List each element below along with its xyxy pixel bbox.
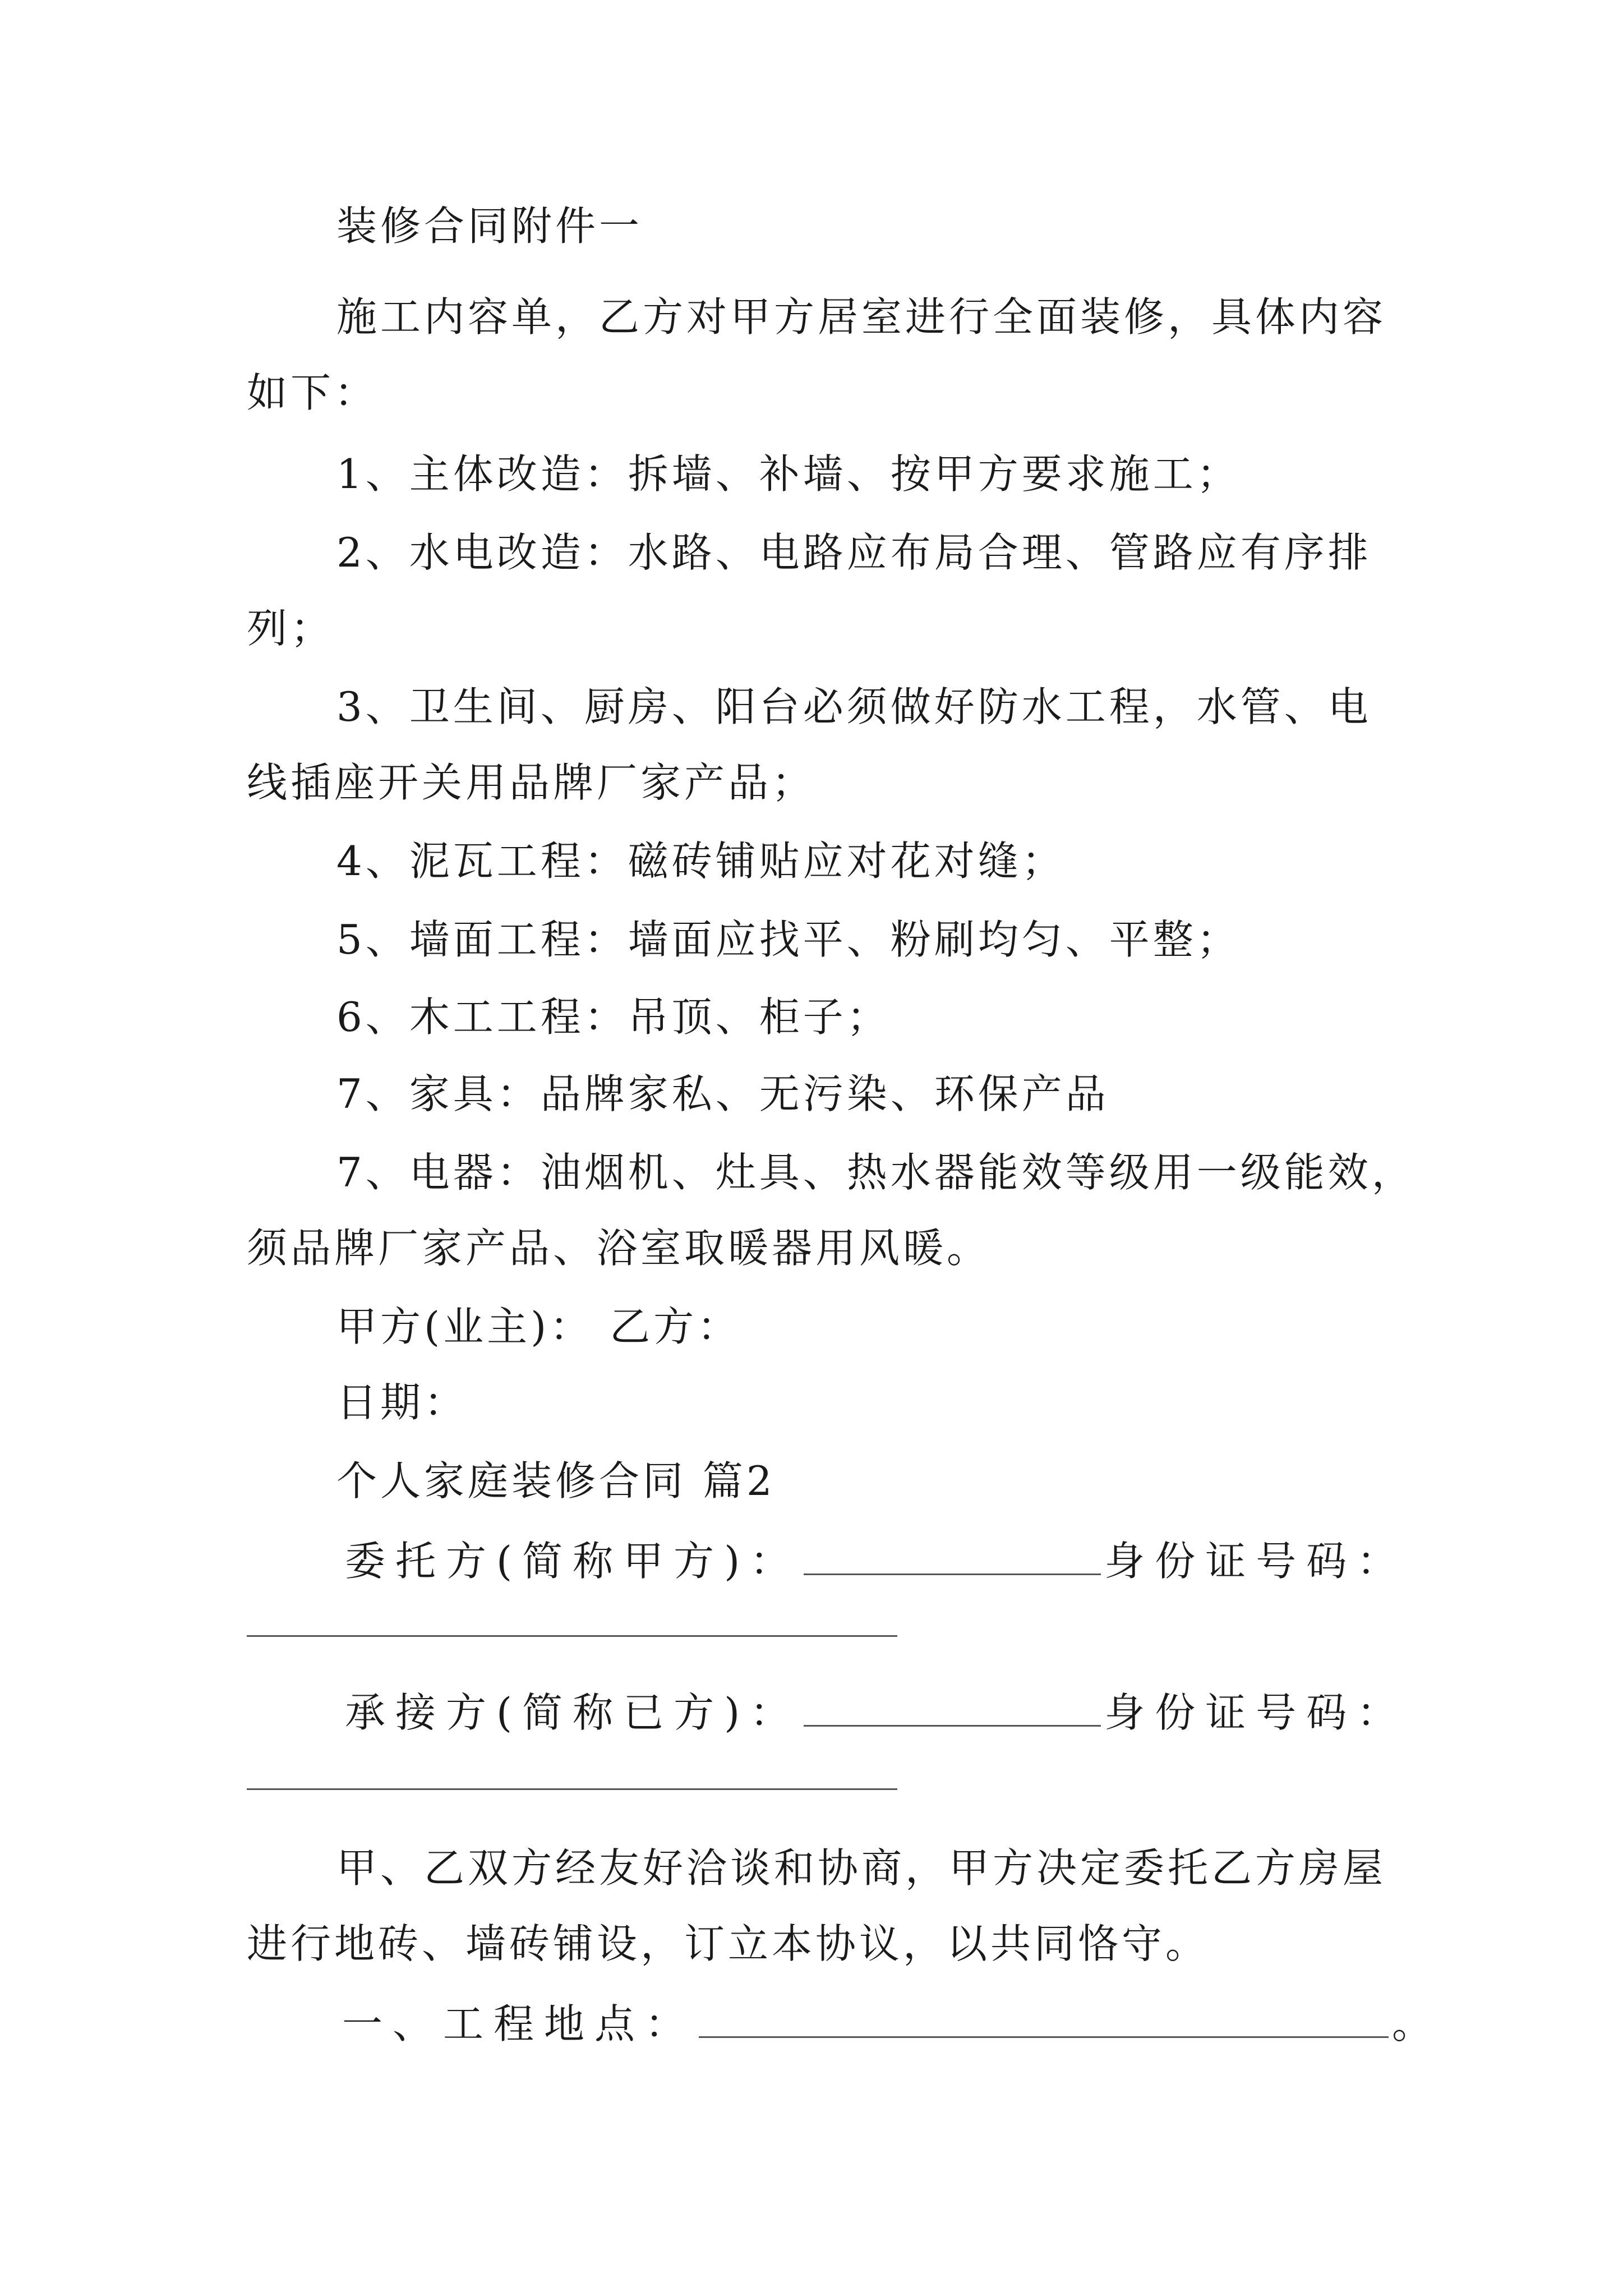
- signature-parties: 甲方(业主)： 乙方：: [336, 1303, 741, 1350]
- client-id-blank: [247, 1635, 897, 1637]
- item-appliances: 7、电器：油烟机、灶具、热水器能效等级用一级能效，: [336, 1149, 1415, 1196]
- item-appliances-cont: 须品牌厂家产品、浴室取暖器用风暖。: [247, 1225, 991, 1272]
- section-heading-contract-2: 个人家庭装修合同 篇2: [336, 1457, 776, 1504]
- contractor-label: 承接方(简称已方)：: [345, 1689, 801, 1736]
- site-label: 一、工程地点：: [342, 2000, 696, 2047]
- item-plumbing-electrical: 2、水电改造：水路、电路应布局合理、管路应有序排: [336, 529, 1372, 576]
- site-blank: [699, 1997, 1389, 2038]
- contractor-id-blank: [247, 1788, 897, 1790]
- contractor-id-label: 身份证号码：: [1104, 1689, 1408, 1736]
- contractor-name-blank: [804, 1686, 1101, 1727]
- signature-date: 日期：: [336, 1379, 468, 1426]
- item-carpentry: 6、木工工程：吊顶、柜子；: [336, 993, 891, 1041]
- item-structural: 1、主体改造：拆墙、补墙、按甲方要求施工；: [336, 450, 1241, 498]
- client-label: 委托方(简称甲方)：: [345, 1538, 801, 1585]
- item-walls: 5、墙面工程：墙面应找平、粉刷均匀、平整；: [336, 916, 1241, 963]
- appendix-title: 装修合同附件一: [336, 203, 643, 250]
- agreement-paragraph-cont: 进行地砖、墙砖铺设，订立本协议，以共同恪守。: [247, 1920, 1210, 1967]
- agreement-paragraph: 甲、乙双方经友好洽谈和协商，甲方决定委托乙方房屋: [336, 1844, 1387, 1892]
- site-row: [342, 1997, 1442, 2049]
- item-waterproofing: 3、卫生间、厨房、阳台必须做好防水工程，水管、电: [336, 683, 1372, 730]
- client-id-label: 身份证号码：: [1104, 1538, 1408, 1585]
- client-name-blank: [804, 1534, 1101, 1575]
- contractor-row: [345, 1686, 1407, 1738]
- site-end: 。: [1392, 2000, 1443, 2047]
- construction-list-intro: 施工内容单，乙方对甲方居室进行全面装修，具体内容: [336, 293, 1387, 341]
- client-row: [345, 1534, 1407, 1586]
- item-waterproofing-cont: 线插座开关用品牌厂家产品；: [247, 759, 816, 806]
- item-furniture: 7、家具：品牌家私、无污染、环保产品: [336, 1070, 1109, 1117]
- item-tiling: 4、泥瓦工程：磁砖铺贴应对花对缝；: [336, 838, 1066, 885]
- item-plumbing-electrical-cont: 列；: [247, 605, 335, 652]
- construction-list-intro-cont: 如下：: [247, 369, 379, 416]
